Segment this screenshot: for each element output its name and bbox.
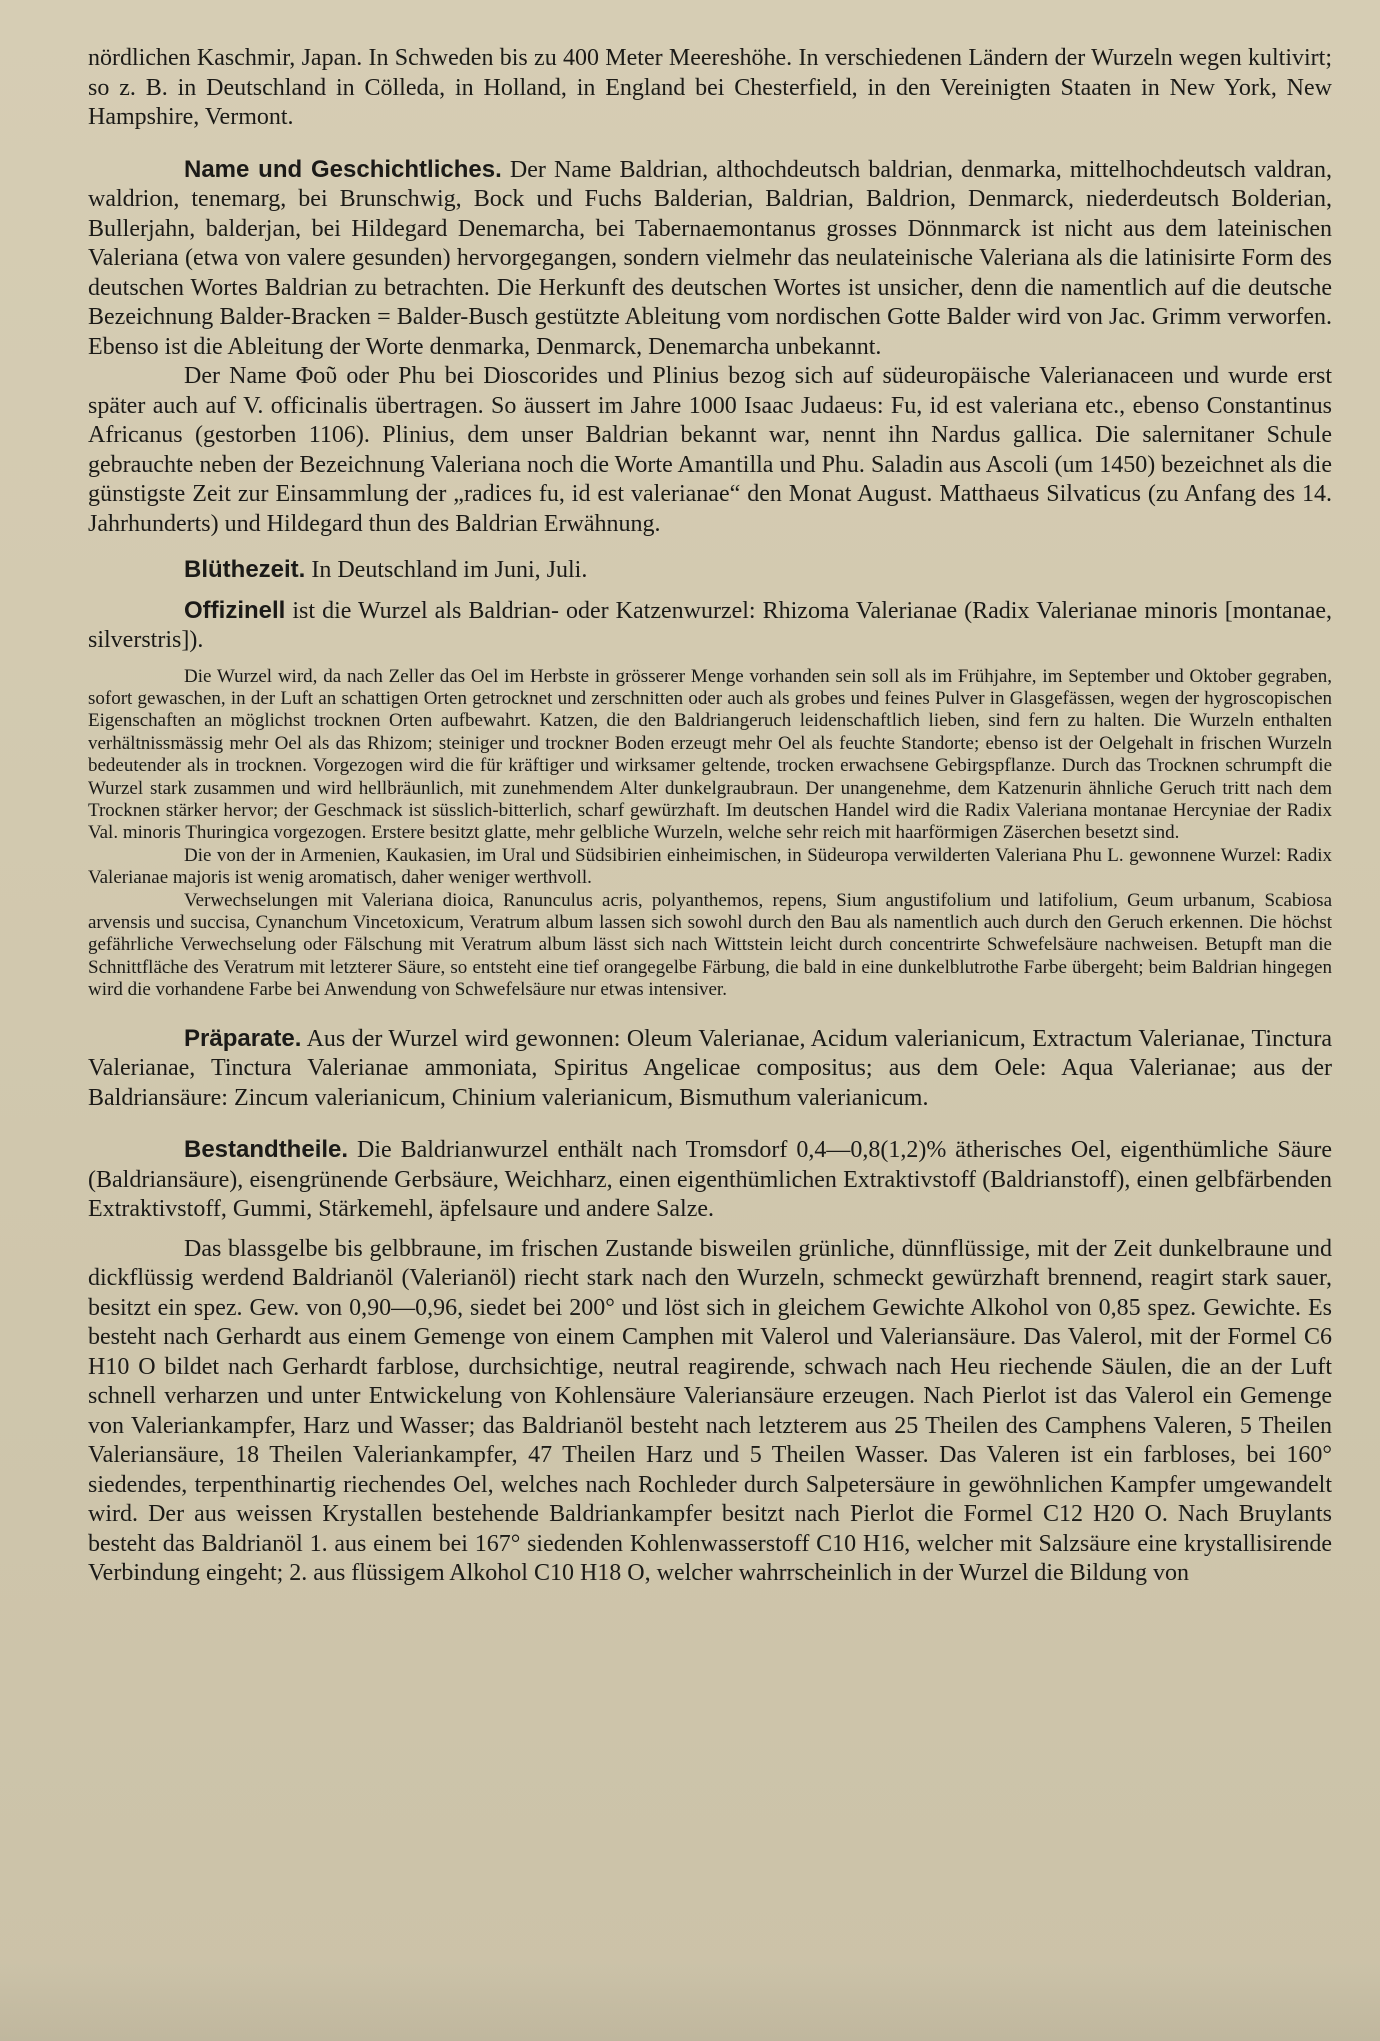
offizinell-paragraph [88,596,1332,656]
small-print-paragraph-3: Verwechselungen mit Valeriana dioica, Ranunculus acris, polyanthemos, repens, Sium angustifolium und latifolium, Geum urbanum, Scabiosa arvensis und succisa, Cynanchum Vincetoxicum, Veratrum album lassen sich sowohl durch den Bau als namentlich auch durch den Geruch erkennen. Die höchst gefährliche Verwechselung oder Fälschung mit Veratrum album lässt sich nach Wittstein leicht durch concentrirte Schwefelsäure nachweisen. Betupft man die Schnittfläche des Veratrum mit letzterer Säure, so entsteht eine tief orangegelbe Färbung, die bald in eine dunkelblutrothe Farbe übergeht; beim Baldrian hingegen wird die vorhandene Farbe bei Anwendung von Schwefelsäure nur etwas intensiver. [88,889,1332,1001]
name-history-text: Der Name Baldrian, althochdeutsch baldrian, denmarka, mittelhochdeutsch valdran, waldrion, tenemarg, bei Brunschwig, Bock und Fuchs Balderian, Baldrian, Baldrion, Denmarck, niederdeutsch Bolderian, Bullerjahn, balderjan, bei Hildegard Denemarcha, bei Tabernaemontanus grosses Dönnmarck ist nicht aus dem lateinischen Valeriana (etwa von valere gesunden) hervorgegangen, sondern vielmehr das neulateinische Valeriana als die latinisirte Form des deutschen Wortes Baldrian zu betrachten. Die Herkunft des deutschen Wortes ist unsicher, denn die namentlich auf die deutsche Bezeichnung Balder-Bracken = Balder-Busch gestützte Ableitung vom nordischen Gotte Balder wird von Jac. Grimm verworfen. Ebenso ist die Ableitung der Worte denmarka, Denmarck, Denemarcha unbekannt. [88,156,1332,360]
intro-paragraph: nördlichen Kaschmir, Japan. In Schweden bis zu 400 Meter Meereshöhe. In verschiedenen Ländern der Wurzeln wegen kultivirt; so z. B. in Deutschland in Cölleda, in Holland, in England bei Chesterfield, in den Vereinigten Staaten in New York, New Hampshire, Vermont. [88,45,1332,130]
small-print-paragraph-1: Die Wurzel wird, da nach Zeller das Oel im Herbste in grösserer Menge vorhanden sein soll als im Frühjahre, im September und Oktober gegraben, sofort gewaschen, in der Luft an schattigen Orten getrocknet und zerschnitten oder auch als grobes und feines Pulver in Glasgefässen, wegen der hygroscopischen Eigenschaften an möglichst trocknen Orten aufbewahrt. Katzen, die den Baldriangeruch leidenschaftlich lieben, sind fern zu halten. Die Wurzeln enthalten verhältnissmässig mehr Oel als das Rhizom; steiniger und trockner Boden erzeugt mehr Oel als feuchte Standorte; ebenso ist der Oelgehalt in frischen Wurzeln bedeutender als in trocknen. Vorgezogen wird die für kräftiger und wirksamer geltende, trocken erwachsene Gebirgspflanze. Durch das Trocknen schrumpft die Wurzel stark zusammen und wird hellbräunlich, mit zunehmendem Alter dunkelgraubraun. Der unangenehme, dem Katzenurin ähnliche Geruch tritt nach dem Trocknen stärker hervor; der Geschmack ist süsslich-bitterlich, scharf gewürzhaft. Im deutschen Handel wird die Radix Valeriana montanae Hercyniae der Radix Val. minoris Thuringica vorgezogen. Erstere besitzt glatte, mehr gelbliche Wurzeln, welche sehr reich mit haarförmigen Zäserchen besetzt sind. [88,665,1332,844]
bestandtheile-paragraph [88,1135,1332,1225]
name-history-heading: Name und Geschichtliches. [184,155,502,183]
offizinell-heading: Offizinell [184,596,286,624]
bestandtheile-heading: Bestandtheile. [184,1136,349,1164]
page-shadow [0,1961,1380,2041]
praeparate-text: Aus der Wurzel wird gewonnen: Oleum Valerianae, Acidum valerianicum, Extractum Valerianae, Tinctura Valerianae, Tinctura Valerianae ammoniata, Spiritus Angelicae compositus; aus dem Oele: Aqua Valerianae; aus der Baldriansäure: Zincum valerianicum, Chinium valerianicum, Bismuthum valerianicum. [88,1025,1332,1111]
bestandtheile-text: Die Baldrianwurzel enthält nach Tromsdorf 0,4—0,8(1,2)% ätherisches Oel, eigenthümliche Säure (Baldriansäure), eisengrünende Gerbsäure, Weichharz, einen eigenthümlichen Extraktivstoff (Baldrianstoff), einen gelbfärbenden Extraktivstoff, Gummi, Stärkemehl, äpfelsaure und andere Salze. [88,1137,1332,1223]
name-history-paragraph-2: Der Name Φοῦ oder Phu bei Dioscorides und Plinius bezog sich auf südeuropäische Valerianaceen und wurde erst später auch auf V. officinalis übertragen. So äussert im Jahre 1000 Isaac Judaeus: Fu, id est valeriana etc., ebenso Constantinus Africanus (gestorben 1106). Plinius, dem unser Baldrian bekannt war, nennt ihn Nardus gallica. Die salernitaner Schule gebrauchte neben der Bezeichnung Valeriana noch die Worte Amantilla und Phu. Saladin aus Ascoli (um 1450) bezeichnet als die günstigste Zeit zur Einsammlung der „radices fu, id est valerianae“ den Monat August. Matthaeus Silvaticus (zu Anfang des 14. Jahrhunderts) und Hildegard thun des Baldrian Erwähnung. [88,363,1332,537]
praeparate-paragraph [88,1024,1332,1114]
name-history-paragraph [88,155,1332,363]
bluethezeit-paragraph [88,555,1332,586]
small-print-paragraph-2: Die von der in Armenien, Kaukasien, im Ural und Südsibirien einheimischen, in Südeuropa verwilderten Valeriana Phu L. gewonnene Wurzel: Radix Valerianae majoris ist wenig aromatisch, daher weniger werthvoll. [88,844,1332,889]
bluethezeit-heading: Blüthezeit. [184,556,306,583]
offizinell-text: ist die Wurzel als Baldrian- oder Katzenwurzel: Rhizoma Valerianae (Radix Valerianae minoris [montanae, silverstris]). [88,597,1333,653]
praeparate-heading: Präparate. [184,1024,302,1052]
bestandtheile-paragraph-2: Das blassgelbe bis gelbbraune, im frischen Zustande bisweilen grünliche, dünnflüssige, mit der Zeit dunkelbraune und dickflüssig werdend Baldrianöl (Valerianöl) riecht stark nach den Wurzeln, schmeckt gewürzhaft brennend, reagirt stark sauer, besitzt ein spez. Gew. von 0,90—0,96, siedet bei 200° und löst sich in gleichem Gewichte Alkohol von 0,85 spez. Gewichte. Es besteht nach Gerhardt aus einem Gemenge von einem Camphen mit Valerol und Valeriansäure. Das Valerol, mit der Formel C6 H10 O bildet nach Gerhardt farblose, durchsichtige, neutral reagirende, schwach nach Heu riechende Säulen, die an der Luft schnell verharzen und unter Entwickelung von Kohlensäure Valeriansäure erzeugen. Nach Pierlot ist das Valerol ein Gemenge von Valeriankampfer, Harz und Wasser; das Baldrianöl besteht nach letzterem aus 25 Theilen des Camphens Valeren, 5 Theilen Valeriansäure, 18 Theilen Valeriankampfer, 47 Theilen Harz und 5 Theilen Wasser. Das Valeren ist ein farbloses, bei 160° siedendes, terpenthinartig riechendes Oel, welches nach Rochleder durch Salpetersäure in gewöhnlichen Kampfer umgewandelt wird. Der aus weissen Krystallen bestehende Baldriankampfer besitzt nach Pierlot die Formel C12 H20 O. Nach Bruylants besteht das Baldrianöl 1. aus einem bei 167° siedenden Kohlenwasserstoff C10 H16, welcher mit Salzsäure eine krystallisirende Verbindung eingeht; 2. aus flüssigem Alkohol C10 H18 O, welcher wahrrscheinlich in der Wurzel die Bildung von [88,1235,1332,1587]
bluethezeit-text: In Deutschland im Juni, Juli. [311,557,588,583]
